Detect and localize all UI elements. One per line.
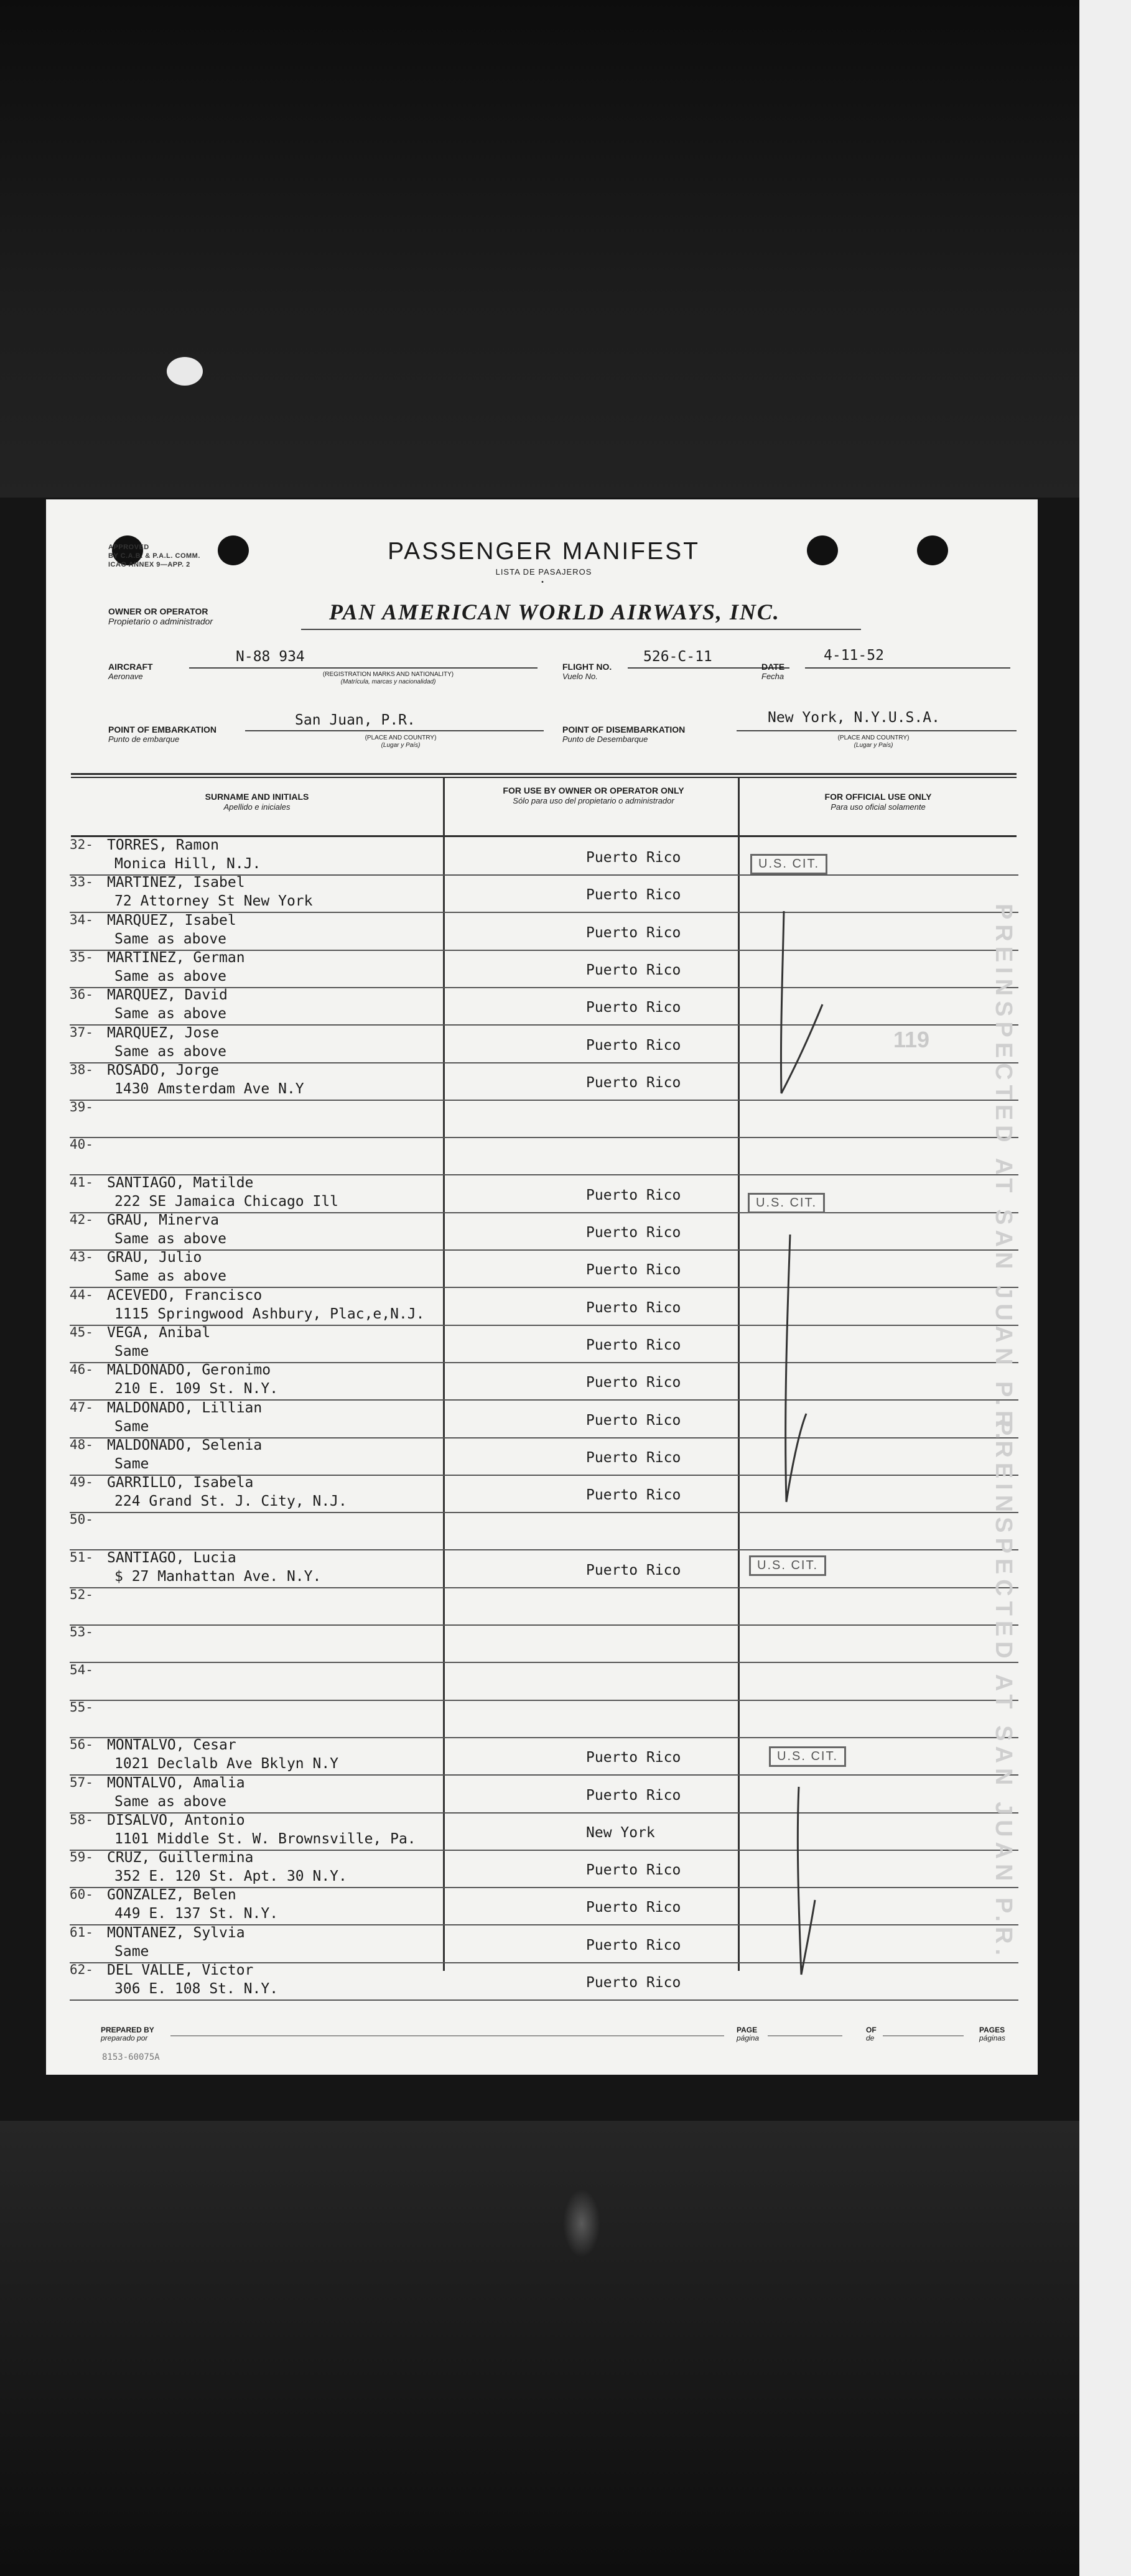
row-number: 42- xyxy=(70,1212,93,1227)
embarkation-place: Puerto Rico xyxy=(586,1299,681,1316)
of-label-en: OF xyxy=(866,2026,877,2034)
passenger-name: MARQUEZ, Isabel xyxy=(107,912,236,929)
flight-label-es: Vuelo No. xyxy=(562,672,598,681)
page-label xyxy=(737,2026,759,2042)
embarkation-place: Puerto Rico xyxy=(586,1749,681,1766)
passenger-name: MALDONADO, Selenia xyxy=(107,1437,263,1453)
film-dust-spot xyxy=(167,357,203,386)
embarkation-place: Puerto Rico xyxy=(586,850,681,866)
page-number-stamp: 119 xyxy=(893,1027,930,1052)
row-number: 52- xyxy=(70,1587,93,1602)
passenger-address: Same as above xyxy=(114,1268,227,1285)
embarkation-place: Puerto Rico xyxy=(586,1937,681,1953)
embarkation-place: Puerto Rico xyxy=(586,1449,681,1466)
disembarkation-value: New York, N.Y.U.S.A. xyxy=(768,710,940,726)
embarkation-place: Puerto Rico xyxy=(586,887,681,904)
passenger-name: MALDONADO, Geronimo xyxy=(107,1362,271,1379)
preinspected-stamp-2: PREINSPECTED AT SAN JUAN P.R. xyxy=(990,1420,1017,1960)
row-number: 36- xyxy=(70,987,93,1003)
passenger-name: GONZALEZ, Belen xyxy=(107,1887,236,1904)
embarkation-place: Puerto Rico xyxy=(586,1074,681,1091)
row-number: 37- xyxy=(70,1024,93,1040)
embarkation-note-es: (Lugar y País) xyxy=(381,742,421,749)
passenger-address: 306 E. 108 St. N.Y. xyxy=(114,1981,279,1997)
row-number: 32- xyxy=(70,837,93,852)
passenger-address: Monica Hill, N.J. xyxy=(114,856,261,872)
of-label-es: de xyxy=(866,2034,875,2042)
row-number: 49- xyxy=(70,1475,93,1490)
column-header-owner-en: FOR USE BY OWNER OR OPERATOR ONLY xyxy=(503,785,684,795)
passenger-name: MARTINEZ, Isabel xyxy=(107,874,245,891)
film-glare xyxy=(563,2189,600,2258)
passenger-name: GRAU, Minerva xyxy=(107,1212,220,1228)
embarkation-place: Puerto Rico xyxy=(586,1374,681,1391)
row-number: 55- xyxy=(70,1699,93,1715)
approval-line-3: ICAO ANNEX 9—APP. 2 xyxy=(108,561,190,568)
disembarkation-label-es: Punto de Desembarque xyxy=(562,734,648,744)
embarkation-place: Puerto Rico xyxy=(586,1412,681,1429)
row-number: 60- xyxy=(70,1887,93,1902)
embarkation-place: Puerto Rico xyxy=(586,1487,681,1504)
row-number: 54- xyxy=(70,1662,93,1677)
embarkation-place: Puerto Rico xyxy=(586,924,681,941)
passenger-address: Same xyxy=(114,1418,149,1435)
passenger-name: MONTALVO, Amalia xyxy=(107,1774,245,1791)
column-header-official-en: FOR OFFICIAL USE ONLY xyxy=(824,792,932,802)
passenger-address: Same xyxy=(114,1455,149,1472)
row-number: 46- xyxy=(70,1362,93,1378)
check-mark-2 xyxy=(786,1235,806,1502)
film-border-bottom xyxy=(0,2121,1131,2576)
row-number: 34- xyxy=(70,912,93,927)
aircraft-note-en: (REGISTRATION MARKS AND NATIONALITY) xyxy=(322,671,454,678)
row-number: 43- xyxy=(70,1249,93,1265)
passenger-address: Same as above xyxy=(114,1231,227,1247)
passenger-name: MALDONADO, Lillian xyxy=(107,1399,263,1416)
row-number: 62- xyxy=(70,1962,93,1977)
embarkation-place: Puerto Rico xyxy=(586,999,681,1016)
divider-dot: • xyxy=(541,579,545,586)
owner-label-es: Propietario o administrador xyxy=(108,616,213,626)
passenger-name: MARQUEZ, David xyxy=(107,987,228,1004)
page-subtitle: LISTA DE PASAJEROS xyxy=(495,567,592,577)
us-citizen-stamp-4: U.S. CIT. xyxy=(769,1746,846,1767)
embarkation-place: Puerto Rico xyxy=(586,1187,681,1203)
embarkation-label-en: POINT OF EMBARKATION xyxy=(108,725,216,734)
row-number: 61- xyxy=(70,1924,93,1940)
passenger-name: MARTINEZ, German xyxy=(107,949,245,966)
passenger-address: 72 Attorney St New York xyxy=(114,893,313,910)
row-number: 38- xyxy=(70,1062,93,1077)
passenger-address: 1021 Declalb Ave Bklyn N.Y xyxy=(114,1756,339,1772)
row-number: 48- xyxy=(70,1437,93,1452)
manifest-document xyxy=(46,499,1038,2075)
date-label-en: DATE xyxy=(761,662,785,672)
approval-line-2: BY C.A.B. & P.A.L. COMM. xyxy=(108,552,200,560)
passenger-name: GARRILLO, Isabela xyxy=(107,1475,254,1491)
us-citizen-stamp-3: U.S. CIT. xyxy=(749,1555,826,1576)
embarkation-place: Puerto Rico xyxy=(586,1337,681,1353)
passenger-address: 1101 Middle St. W. Brownsville, Pa. xyxy=(114,1830,416,1847)
prepared-by-en: PREPARED BY xyxy=(101,2026,154,2034)
passenger-name: GRAU, Julio xyxy=(107,1249,202,1266)
aircraft-label-en: AIRCRAFT xyxy=(108,662,153,672)
row-number: 56- xyxy=(70,1737,93,1753)
passenger-name: SANTIAGO, Matilde xyxy=(107,1174,254,1191)
passenger-address: Same as above xyxy=(114,1006,227,1022)
passenger-address: 224 Grand St. J. City, N.J. xyxy=(114,1493,347,1510)
passenger-address: 1115 Springwood Ashbury, Plac,e,N.J. xyxy=(114,1305,425,1322)
aircraft-value: N-88 934 xyxy=(236,649,305,665)
check-mark-1 xyxy=(781,911,822,1093)
airline-name: PAN AMERICAN WORLD AIRWAYS, INC. xyxy=(329,600,780,624)
passenger-address: Same as above xyxy=(114,1793,227,1810)
inspector-check-marks xyxy=(46,499,1038,2075)
page-label-es: página xyxy=(737,2034,760,2042)
form-number: 8153-60075A xyxy=(102,2052,160,2062)
date-label-es: Fecha xyxy=(761,672,784,681)
row-number: 41- xyxy=(70,1174,93,1190)
embarkation-label-es: Punto de embarque xyxy=(108,734,180,744)
passenger-name: SANTIAGO, Lucia xyxy=(107,1549,236,1566)
check-mark-3 xyxy=(798,1787,815,1975)
us-citizen-stamp-1: U.S. CIT. xyxy=(750,854,827,874)
column-header-surname-es: Apellido e iniciales xyxy=(223,802,291,812)
row-number: 59- xyxy=(70,1850,93,1865)
passenger-name: ACEVEDO, Francisco xyxy=(107,1287,263,1304)
page-title: PASSENGER MANIFEST xyxy=(388,538,700,565)
disembarkation-label-en: POINT OF DISEMBARKATION xyxy=(562,725,686,734)
prepared-by-label xyxy=(101,2026,154,2042)
owner-label-en: OWNER OR OPERATOR xyxy=(108,606,208,616)
date-value: 4-11-52 xyxy=(824,647,884,664)
row-number: 50- xyxy=(70,1512,93,1527)
embarkation-place: Puerto Rico xyxy=(586,1862,681,1879)
row-number: 53- xyxy=(70,1624,93,1640)
passenger-address: 210 E. 109 St. N.Y. xyxy=(114,1381,279,1397)
row-number: 44- xyxy=(70,1287,93,1302)
disembarkation-note-es: (Lugar y País) xyxy=(854,742,893,749)
flight-label-en: FLIGHT NO. xyxy=(562,662,612,672)
embarkation-place: Puerto Rico xyxy=(586,1562,681,1578)
row-number: 58- xyxy=(70,1812,93,1827)
film-border-top xyxy=(0,0,1131,498)
passenger-name: DISALVO, Antonio xyxy=(107,1812,245,1828)
row-number: 39- xyxy=(70,1100,93,1115)
column-header-official-es: Para uso oficial solamente xyxy=(831,802,926,812)
passenger-name: VEGA, Anibal xyxy=(107,1324,211,1341)
passenger-address: Same xyxy=(114,1943,149,1960)
row-number: 35- xyxy=(70,949,93,965)
pages-label xyxy=(979,2026,1005,2042)
passenger-address: 222 SE Jamaica Chicago Ill xyxy=(114,1193,339,1210)
embarkation-place: Puerto Rico xyxy=(586,1037,681,1054)
passenger-name: DEL VALLE, Victor xyxy=(107,1962,254,1978)
us-citizen-stamp-2: U.S. CIT. xyxy=(748,1193,825,1213)
embarkation-place: Puerto Rico xyxy=(586,1225,681,1241)
disembarkation-note-en: (PLACE AND COUNTRY) xyxy=(837,734,910,741)
embarkation-place: Puerto Rico xyxy=(586,1975,681,1991)
embarkation-note-en: (PLACE AND COUNTRY) xyxy=(365,734,437,741)
passenger-name: TORRES, Ramon xyxy=(107,837,220,853)
passenger-name: MONTANEZ, Sylvia xyxy=(107,1924,245,1941)
embarkation-place: Puerto Rico xyxy=(586,1787,681,1804)
passenger-name: MONTALVO, Cesar xyxy=(107,1737,236,1754)
row-number: 33- xyxy=(70,874,93,890)
pages-label-en: PAGES xyxy=(979,2026,1005,2034)
row-number: 57- xyxy=(70,1774,93,1790)
aircraft-label-es: Aeronave xyxy=(108,672,143,681)
prepared-by-es: preparado por xyxy=(101,2034,148,2042)
pages-label-es: páginas xyxy=(979,2034,1006,2042)
row-number: 51- xyxy=(70,1549,93,1565)
page-label-en: PAGE xyxy=(737,2026,758,2034)
embarkation-place: New York xyxy=(586,1824,655,1841)
row-number: 47- xyxy=(70,1399,93,1415)
passenger-address: 352 E. 120 St. Apt. 30 N.Y. xyxy=(114,1868,347,1885)
passenger-address: Same as above xyxy=(114,930,227,947)
passenger-name: ROSADO, Jorge xyxy=(107,1062,220,1078)
column-header-surname-en: SURNAME AND INITIALS xyxy=(205,792,309,802)
film-edge-right xyxy=(1079,0,1131,2576)
passenger-name: CRUZ, Guillermina xyxy=(107,1850,254,1866)
passenger-address: $ 27 Manhattan Ave. N.Y. xyxy=(114,1568,322,1585)
approval-line-1: APPROVED xyxy=(108,544,149,551)
row-number: 45- xyxy=(70,1324,93,1340)
passenger-address: 449 E. 137 St. N.Y. xyxy=(114,1906,279,1922)
passenger-address: 1430 Amsterdam Ave N.Y xyxy=(114,1080,304,1097)
aircraft-note-es: (Matrícula, marcas y nacionalidad) xyxy=(340,679,436,685)
column-header-owner-es: Sólo para uso del propietario o administrador xyxy=(513,796,674,805)
embarkation-place: Puerto Rico xyxy=(586,1262,681,1279)
row-number: 40- xyxy=(70,1137,93,1152)
passenger-address: Same as above xyxy=(114,1043,227,1060)
of-label xyxy=(866,2026,877,2042)
passenger-name: MARQUEZ, Jose xyxy=(107,1024,220,1041)
passenger-address: Same xyxy=(114,1343,149,1360)
embarkation-value: San Juan, P.R. xyxy=(295,712,416,728)
passenger-address: Same as above xyxy=(114,968,227,985)
flight-value: 526-C-11 xyxy=(643,649,712,665)
embarkation-place: Puerto Rico xyxy=(586,961,681,978)
embarkation-place: Puerto Rico xyxy=(586,1899,681,1916)
preinspected-stamp-1: PREINSPECTED AT SAN JUAN P.R. xyxy=(990,904,1017,1444)
